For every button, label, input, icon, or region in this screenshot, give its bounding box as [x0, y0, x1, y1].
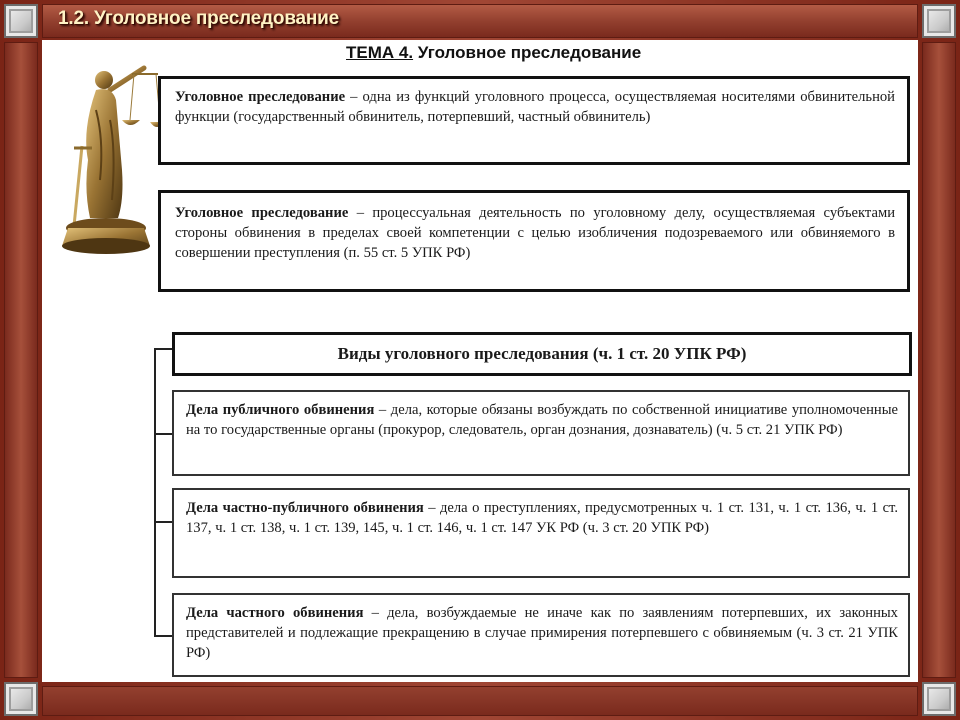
- definition-term: Уголовное преследование: [175, 89, 346, 105]
- type-box: [172, 488, 910, 578]
- frame-corner-top-right: [922, 4, 956, 38]
- types-bracket-tick: [154, 433, 172, 435]
- definition-box: [158, 190, 910, 292]
- types-bracket: [154, 348, 156, 637]
- type-box: [172, 390, 910, 476]
- slide-title: 1.2. Уголовное преследование: [58, 8, 340, 29]
- type-text: – дела о преступлениях, предусмотренных ч. 1 ст. 131, ч. 1 ст. 136, ч. 1 ст. 137, ч. 1 ст. 138, ч. 1 ст. 139, 145, ч. 1 ст. 146, ч. 1 ст. 147 УК РФ (ч. 3 ст. 20 УПК РФ): [186, 500, 898, 536]
- types-bracket-tick: [154, 521, 172, 523]
- topic-number: ТЕМА 4.: [346, 43, 414, 62]
- frame-corner-bottom-left: [4, 682, 38, 716]
- type-text: – дела, которые обязаны возбуждать по собственной инициативе уполномоченные на то государственные органы (прокурор, следователь, орган дознания, дознаватель) (ч. 5 ст. 21 УПК РФ): [186, 402, 899, 438]
- topic-heading: [346, 43, 641, 63]
- definition-text: – процессуальная деятельность по уголовному делу, осуществляемая субъектами стороны обвинения в пределах своей компетенции с целью изобличения подозреваемого или обвиняемого в совершении преступления (п. 55 ст. 5 УПК РФ): [175, 205, 896, 261]
- type-term: Дела частно-публичного обвинения: [186, 500, 424, 516]
- definition-term: Уголовное преследование: [175, 205, 349, 221]
- frame-left-band: [4, 42, 38, 678]
- themis-statue-icon: [52, 50, 164, 260]
- type-text: – дела, возбуждаемые не иначе как по заявлениям потерпевших, их законных представителей и подлежащие прекращению в случае примирения потерпевшего с обвиняемым (ч. 3 ст. 21 УПК РФ): [186, 605, 898, 661]
- frame-corner-bottom-right: [922, 682, 956, 716]
- topic-title: Уголовное преследование: [413, 43, 642, 62]
- types-bracket-tick: [154, 635, 172, 637]
- types-header: Виды уголовного преследования (ч. 1 ст. 20 УПК РФ): [172, 332, 912, 376]
- frame-bottom-band: [42, 686, 918, 716]
- frame-right-band: [922, 42, 956, 678]
- types-bracket-tick: [154, 348, 172, 350]
- slide-content: [42, 40, 918, 682]
- definition-box: [158, 76, 910, 165]
- frame-corner-top-left: [4, 4, 38, 38]
- type-term: Дела частного обвинения: [186, 605, 364, 621]
- definition-text: – одна из функций уголовного процесса, осуществляемая носителями обвинительной функции (государственный обвинитель, потерпевший, частный обвинитель): [175, 89, 895, 125]
- type-term: Дела публичного обвинения: [186, 402, 375, 418]
- type-box: [172, 593, 910, 677]
